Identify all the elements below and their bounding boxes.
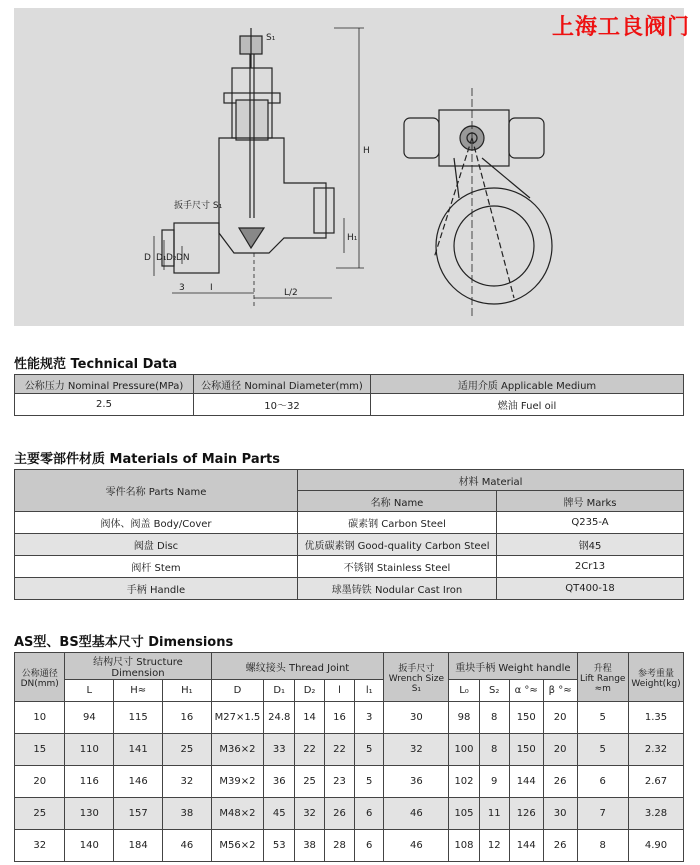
dim-header-structure: 结构尺寸 Structure Dimension — [65, 653, 211, 680]
dim-cell: 8 — [577, 830, 628, 862]
dim-cell: 184 — [114, 830, 163, 862]
dim-cell: 22 — [325, 734, 355, 766]
table-row — [15, 798, 684, 830]
dim-header-dn: 公称通径 DN(mm) — [15, 653, 65, 702]
dim-cell: 8 — [479, 702, 509, 734]
material-mark: Q235-A — [497, 512, 684, 534]
technical-data-table — [14, 374, 684, 416]
dim-header-lift: 升程 Lift Range ≈m — [577, 653, 628, 702]
dim-cell: 22 — [295, 734, 325, 766]
table-row — [15, 702, 684, 734]
dim-cell: 144 — [509, 830, 543, 862]
dim-header-wrench: 扳手尺寸 Wrench Size S₁ — [384, 653, 449, 702]
dim-cell: 2.32 — [628, 734, 683, 766]
dim-cell: 24.8 — [264, 702, 295, 734]
dim-cell: 33 — [264, 734, 295, 766]
dim-cell: M48×2 — [211, 798, 264, 830]
label-l1: 3 — [179, 283, 185, 293]
table-row — [15, 766, 684, 798]
label-d2: D₂ — [166, 253, 177, 263]
dim-cell: 30 — [543, 798, 577, 830]
table-row — [15, 578, 684, 600]
label-l-half: L/2 — [284, 288, 298, 298]
dim-cell: 38 — [295, 830, 325, 862]
table-row — [15, 734, 684, 766]
dim-cell: M36×2 — [211, 734, 264, 766]
material-mark: 2Cr13 — [497, 556, 684, 578]
materials-header-name: 名称 Name — [298, 491, 497, 512]
dim-cell: 45 — [264, 798, 295, 830]
dim-cell: 32 — [163, 766, 211, 798]
dim-cell: 144 — [509, 766, 543, 798]
dim-sub-beta: β °≈ — [543, 680, 577, 702]
material-name: 优质碳素钢 Good-quality Carbon Steel — [298, 534, 497, 556]
dim-cell: 23 — [325, 766, 355, 798]
material-part: 阀体、阀盖 Body/Cover — [15, 512, 298, 534]
dim-sub-h1: H₁ — [163, 680, 211, 702]
dim-cell: 11 — [479, 798, 509, 830]
material-name: 碳素钢 Carbon Steel — [298, 512, 497, 534]
dim-cell: 7 — [577, 798, 628, 830]
label-s1: S₁ — [266, 33, 276, 43]
technical-drawing — [14, 8, 684, 326]
dim-sub-l0: L₀ — [449, 680, 479, 702]
dim-cell: 26 — [543, 830, 577, 862]
dim-cell: 6 — [577, 766, 628, 798]
dim-cell: 26 — [543, 766, 577, 798]
dim-cell: 30 — [384, 702, 449, 734]
dim-cell: 1.35 — [628, 702, 683, 734]
materials-header-material: 材料 Material — [298, 470, 684, 491]
dim-cell: 53 — [264, 830, 295, 862]
dim-cell: 2.67 — [628, 766, 683, 798]
material-name: 不锈钢 Stainless Steel — [298, 556, 497, 578]
dim-cell: 141 — [114, 734, 163, 766]
table-row — [15, 830, 684, 862]
dim-cell: 157 — [114, 798, 163, 830]
dim-cell: 116 — [65, 766, 114, 798]
label-d: D — [144, 253, 151, 263]
dim-cell: 98 — [449, 702, 479, 734]
dim-cell: 5 — [354, 734, 383, 766]
label-h-total: H — [363, 146, 370, 156]
dim-cell: 28 — [325, 830, 355, 862]
dim-cell: 130 — [65, 798, 114, 830]
dim-header-thread: 螺纹接头 Thread Joint — [211, 653, 384, 680]
dim-cell: 16 — [163, 702, 211, 734]
dim-cell: 6 — [354, 798, 383, 830]
tech-header-pressure: 公称压力 Nominal Pressure(MPa) — [15, 375, 194, 394]
dim-cell: 4.90 — [628, 830, 683, 862]
dim-cell: 126 — [509, 798, 543, 830]
materials-title: 主要零部件材质 Materials of Main Parts — [14, 452, 280, 467]
dim-sub-d1: D₁ — [264, 680, 295, 702]
dim-sub-d: D — [211, 680, 264, 702]
dim-cell: 38 — [163, 798, 211, 830]
dim-cell: M56×2 — [211, 830, 264, 862]
dim-sub-d2: D₂ — [295, 680, 325, 702]
dim-cell: 14 — [295, 702, 325, 734]
dim-sub-alpha: α °≈ — [509, 680, 543, 702]
dim-cell: 20 — [15, 766, 65, 798]
dim-cell: 32 — [15, 830, 65, 862]
dimensions-title: AS型、BS型基本尺寸 Dimensions — [14, 635, 234, 650]
table-row — [15, 556, 684, 578]
dim-cell: 16 — [325, 702, 355, 734]
dim-cell: 26 — [325, 798, 355, 830]
material-mark: QT400-18 — [497, 578, 684, 600]
dim-cell: 46 — [384, 830, 449, 862]
technical-data-title: 性能规范 Technical Data — [14, 357, 178, 372]
dimensions-table — [14, 652, 684, 862]
dim-cell: 105 — [449, 798, 479, 830]
dim-cell: 25 — [15, 798, 65, 830]
dim-cell: 12 — [479, 830, 509, 862]
dim-cell: 46 — [163, 830, 211, 862]
dim-cell: 146 — [114, 766, 163, 798]
dim-header-weight: 参考重量 Weight(kg) — [628, 653, 683, 702]
dim-cell: 115 — [114, 702, 163, 734]
dim-sub-s2: S₂ — [479, 680, 509, 702]
dim-cell: 5 — [354, 766, 383, 798]
dim-cell: 5 — [577, 734, 628, 766]
dim-cell: 25 — [295, 766, 325, 798]
dim-cell: 3 — [354, 702, 383, 734]
dim-cell: M27×1.5 — [211, 702, 264, 734]
label-wrench-size: 扳手尺寸 S₁ — [174, 201, 223, 211]
dim-cell: 6 — [354, 830, 383, 862]
dim-cell: 32 — [295, 798, 325, 830]
material-part: 阀盘 Disc — [15, 534, 298, 556]
dim-cell: 150 — [509, 734, 543, 766]
dim-cell: 3.28 — [628, 798, 683, 830]
material-part: 手柄 Handle — [15, 578, 298, 600]
dim-cell: 9 — [479, 766, 509, 798]
materials-table — [14, 469, 684, 600]
dim-sub-l-thread: l — [325, 680, 355, 702]
materials-header-part: 零件名称 Parts Name — [15, 470, 298, 512]
dim-cell: 32 — [384, 734, 449, 766]
material-name: 球墨铸铁 Nodular Cast Iron — [298, 578, 497, 600]
dim-cell: 20 — [543, 702, 577, 734]
material-part: 阀杆 Stem — [15, 556, 298, 578]
table-row — [15, 534, 684, 556]
dim-sub-h: H≈ — [114, 680, 163, 702]
label-h1: H₁ — [347, 233, 358, 243]
dim-sub-l: L — [65, 680, 114, 702]
dim-cell: 25 — [163, 734, 211, 766]
dim-cell: 36 — [384, 766, 449, 798]
tech-value-diameter: 10～32 — [194, 394, 371, 416]
dim-cell: 140 — [65, 830, 114, 862]
dim-sub-l1: l₁ — [354, 680, 383, 702]
material-mark: 钢45 — [497, 534, 684, 556]
dim-cell: 8 — [479, 734, 509, 766]
dim-header-weight-handle: 重块手柄 Weight handle — [449, 653, 577, 680]
tech-value-pressure: 2.5 — [15, 394, 194, 416]
dim-cell: 102 — [449, 766, 479, 798]
label-l: I — [210, 283, 213, 293]
tech-header-medium: 适用介质 Applicable Medium — [371, 375, 684, 394]
valve-drawing-svg — [14, 8, 684, 326]
dim-cell: 100 — [449, 734, 479, 766]
dim-cell: 110 — [65, 734, 114, 766]
dim-cell: 20 — [543, 734, 577, 766]
brand-logo-text: 上海工良阀门 — [551, 15, 690, 40]
tech-value-medium: 燃油 Fuel oil — [371, 394, 684, 416]
dim-cell: 108 — [449, 830, 479, 862]
label-dn: DN — [176, 253, 190, 263]
dim-cell: 5 — [577, 702, 628, 734]
table-row — [15, 512, 684, 534]
tech-header-diameter: 公称通径 Nominal Diameter(mm) — [194, 375, 371, 394]
dim-cell: 94 — [65, 702, 114, 734]
dim-cell: 10 — [15, 702, 65, 734]
materials-header-marks: 牌号 Marks — [497, 491, 684, 512]
label-d1: D₁ — [156, 253, 167, 263]
dim-cell: 36 — [264, 766, 295, 798]
dim-cell: 46 — [384, 798, 449, 830]
dim-cell: 150 — [509, 702, 543, 734]
dim-cell: 15 — [15, 734, 65, 766]
dim-cell: M39×2 — [211, 766, 264, 798]
